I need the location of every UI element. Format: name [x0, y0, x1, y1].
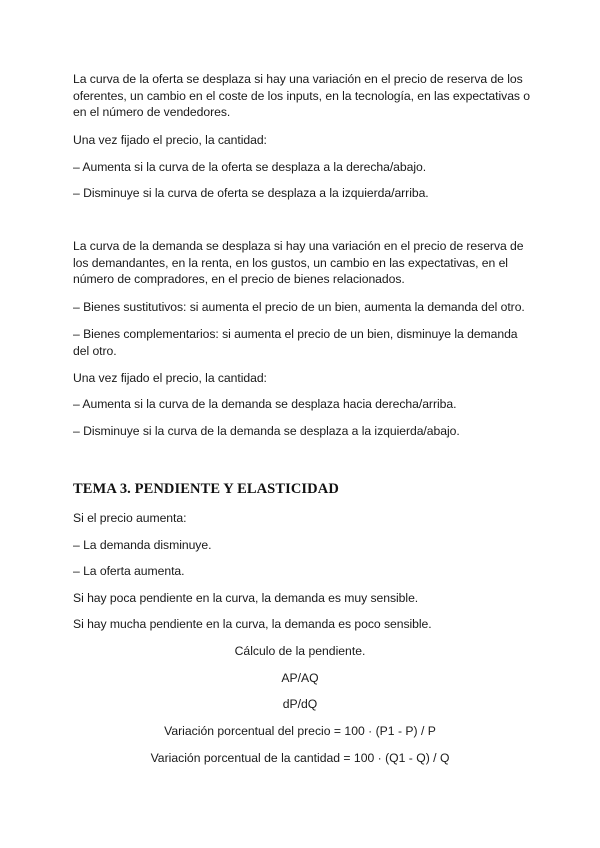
- demanda-desplazamiento-paragraph: La curva de la demanda se desplaza si hay una variación en el precio de reserva de los demandantes, en la renta, en los gustos, un cambio en las expectativas, en el número de compradores, en el precio de bienes relacionados.: [73, 239, 524, 286]
- demanda-disminuye-item: – La demanda disminuye.: [73, 538, 212, 552]
- precio-aumenta-paragraph: Si el precio aumenta:: [73, 511, 187, 525]
- calculo-pendiente-caption: Cálculo de la pendiente.: [234, 644, 366, 658]
- formula-variacion-precio: Variación porcentual del precio = 100 · (P1 - P) / P: [164, 724, 436, 738]
- demanda-disminuye-item: – Disminuye si la curva de la demanda se desplaza a la izquierda/abajo.: [73, 424, 460, 438]
- poca-pendiente-paragraph: Si hay poca pendiente en la curva, la demanda es muy sensible.: [73, 591, 419, 605]
- oferta-fijado-precio-paragraph: Una vez fijado el precio, la cantidad:: [73, 133, 267, 147]
- oferta-desplazamiento-paragraph: La curva de la oferta se desplaza si hay una variación en el precio de reserva de los oferentes, un cambio en el coste de los inputs, en la tecnología, en las expectativas o en el número de vendedores.: [73, 72, 531, 119]
- formula-dp-dq: dP/dQ: [282, 697, 318, 711]
- oferta-aumenta-item: – Aumenta si la curva de la oferta se desplaza a la derecha/abajo.: [73, 160, 427, 174]
- formula-variacion-cantidad: Variación porcentual de la cantidad = 100 · (Q1 - Q) / Q: [150, 751, 450, 765]
- demanda-fijado-precio-paragraph: Una vez fijado el precio, la cantidad:: [73, 371, 267, 385]
- formula-ap-aq: AP/AQ: [281, 671, 319, 685]
- oferta-disminuye-item: – Disminuye si la curva de oferta se desplaza a la izquierda/arriba.: [73, 186, 429, 200]
- tema3-heading: TEMA 3. PENDIENTE Y ELASTICIDAD: [73, 481, 339, 497]
- oferta-aumenta-item: – La oferta aumenta.: [73, 564, 185, 578]
- bienes-complementarios-item: – Bienes complementarios: si aumenta el precio de un bien, disminuye la demanda del otro.: [73, 327, 518, 358]
- bienes-sustitutivos-item: – Bienes sustitutivos: si aumenta el precio de un bien, aumenta la demanda del otro.: [73, 300, 525, 314]
- mucha-pendiente-paragraph: Si hay mucha pendiente en la curva, la demanda es poco sensible.: [73, 617, 432, 631]
- demanda-aumenta-item: – Aumenta si la curva de la demanda se desplaza hacia derecha/arriba.: [73, 397, 457, 411]
